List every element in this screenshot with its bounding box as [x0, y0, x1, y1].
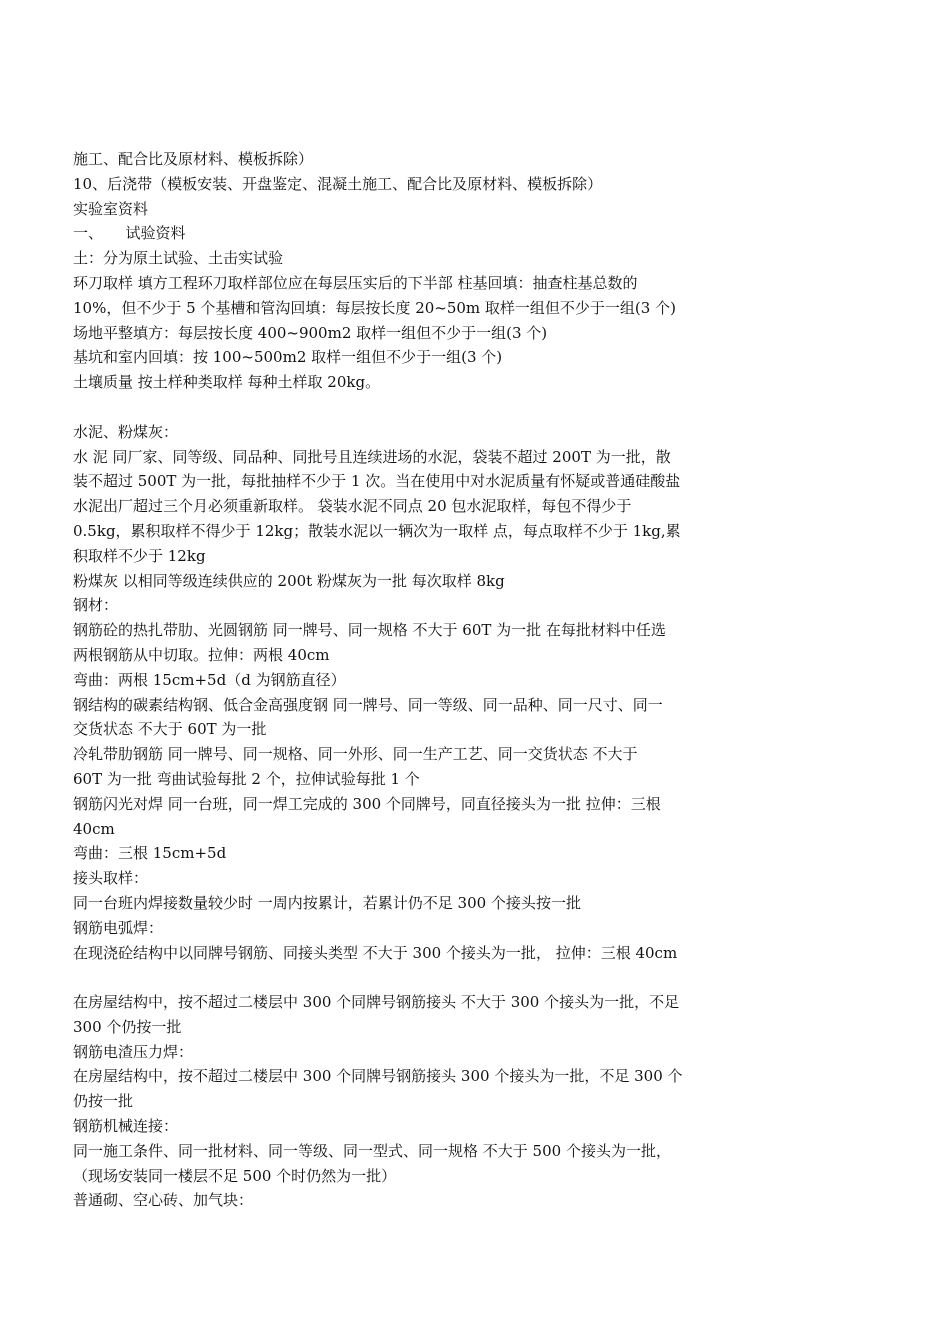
text-line: 施工、配合比及原材料、模板拆除） — [73, 150, 314, 168]
text-line: 土：分为原土试验、土击实试验 — [73, 249, 284, 268]
text-line: 在房屋结构中，按不超过二楼层中 300 个同牌号钢筋接头 不大于 300 个接头为一批，不足 — [73, 993, 680, 1012]
text-line: 同一台班内焊接数量较少时 一周内按累计，若累计仍不足 300 个接头按一批 — [73, 893, 581, 912]
subsection-heading: 钢筋电渣压力焊： — [73, 1042, 194, 1061]
subsection-heading: 普通砌、空心砖、加气块： — [73, 1191, 254, 1210]
text-line: 基坑和室内回填：按 100~500m2 取样一组但不少于一组(3 个) — [73, 348, 503, 367]
text-line: 弯曲：两根 15cm+5d（d 为钢筋直径） — [73, 670, 346, 689]
text-line: 10%，但不少于 5 个基槽和管沟回填：每层按长度 20~50m 取样一组但不少于一组(3 个) — [73, 298, 676, 317]
document-body — [73, 147, 753, 1213]
text-line: 装不超过 500T 为一批，每批抽样不少于 1 次。当在使用中对水泥质量有怀疑或普通硅酸盐 — [73, 472, 681, 491]
text-line: 粉煤灰 以相同等级连续供应的 200t 粉煤灰为一批 每次取样 8kg — [73, 571, 505, 590]
text-line: 10、后浇带（模板安装、开盘鉴定、混凝土施工、配合比及原材料、模板拆除） — [73, 174, 603, 193]
text-line: 在房屋结构中，按不超过二楼层中 300 个同牌号钢筋接头 300 个接头为一批，不足 300 个 — [73, 1067, 683, 1086]
subsection-heading: 钢筋电弧焊： — [73, 918, 164, 937]
text-line: 在现浇砼结构中以同牌号钢筋、同接头类型 不大于 300 个接头为一批， 拉伸：三根 40cm — [73, 943, 678, 962]
text-line: 仍按一批 — [73, 1092, 134, 1111]
text-line: 钢结构的碳素结构钢、低合金高强度钢 同一牌号、同一等级、同一品种、同一尺寸、同一 — [73, 695, 663, 714]
blank-line — [73, 965, 753, 990]
section-heading: 实验室资料 — [73, 199, 149, 218]
text-line: 40cm — [73, 819, 115, 838]
text-line: 300 个仍按一批 — [73, 1017, 182, 1036]
text-line: 同一施工条件、同一批材料、同一等级、同一型式、同一规格 不大于 500 个接头为一批， — [73, 1141, 671, 1160]
text-line: 环刀取样 填方工程环刀取样部位应在每层压实后的下半部 柱基回填：抽查柱基总数的 — [73, 273, 638, 292]
text-line: 钢筋砼的热扎带肋、光圆钢筋 同一牌号、同一规格 不大于 60T 为一批 在每批材料中任选 — [73, 621, 666, 640]
text-line: 场地平整填方：每层按长度 400~900m2 取样一组但不少于一组(3 个) — [73, 323, 548, 342]
subsection-heading: 钢材： — [73, 596, 119, 615]
section-heading: 一、 试验资料 — [73, 224, 186, 243]
text-line: 水泥出厂超过三个月必须重新取样。 袋装水泥不同点 20 包水泥取样，每包不得少于 — [73, 497, 632, 516]
subsection-heading: 接头取样： — [73, 869, 149, 888]
text-line: 土壤质量 按土样种类取样 每种土样取 20kg。 — [73, 373, 381, 392]
text-line: 钢筋闪光对焊 同一台班，同一焊工完成的 300 个同牌号，同直径接头为一批 拉伸：三根 — [73, 794, 661, 813]
subsection-heading: 水泥、粉煤灰： — [73, 422, 179, 441]
subsection-heading: 钢筋机械连接： — [73, 1117, 179, 1136]
text-line: （现场安装同一楼层不足 500 个时仍然为一批） — [73, 1166, 397, 1185]
text-line: 60T 为一批 弯曲试验每批 2 个，拉伸试验每批 1 个 — [73, 769, 420, 788]
text-line: 两根钢筋从中切取。拉伸：两根 40cm — [73, 645, 330, 664]
text-line: 冷轧带肋钢筋 同一牌号、同一规格、同一外形、同一生产工艺、同一交货状态 不大于 — [73, 745, 638, 764]
text-line: 水 泥 同厂家、同等级、同品种、同批号且连续进场的水泥，袋装不超过 200T 为一批，散 — [73, 447, 671, 466]
text-line: 积取样不少于 12kg — [73, 546, 206, 565]
text-line: 弯曲：三根 15cm+5d — [73, 844, 227, 863]
text-line: 0.5kg，累积取样不得少于 12kg；散装水泥以一辆次为一取样 点，每点取样不少于 1kg,累 — [73, 521, 681, 540]
text-line: 交货状态 不大于 60T 为一批 — [73, 720, 267, 739]
blank-line — [73, 395, 753, 420]
